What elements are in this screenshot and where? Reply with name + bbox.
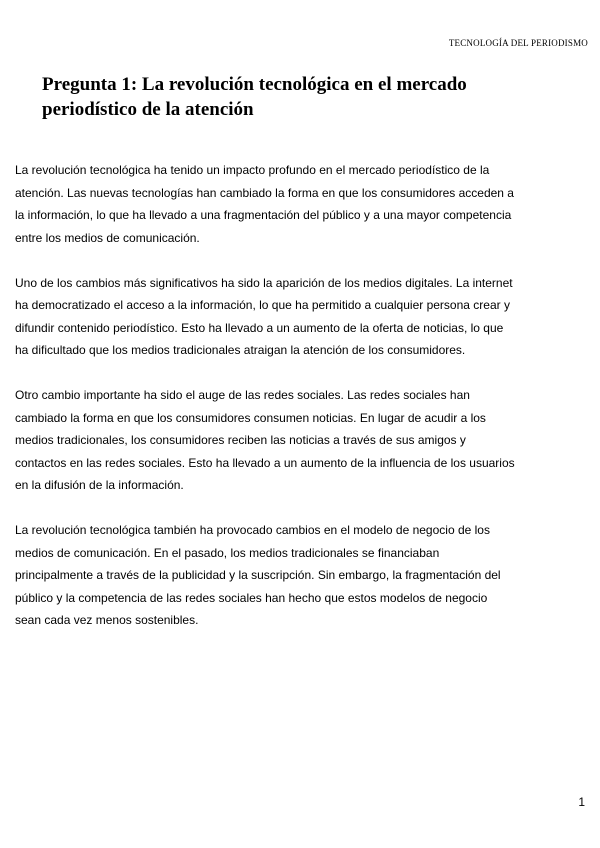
paragraph-2: Uno de los cambios más significativos ha sido la aparición de los medios digitales. La internet ha democratizado el acceso a la información, lo que ha permitido a cualquier persona crear y difundir contenido periodístico. Esto ha llevado a un aumento de la oferta de noticias, lo que ha dificultado que los medios tradicionales atraigan la atención de los consumidores. bbox=[15, 275, 513, 357]
paragraph-1: La revolución tecnológica ha tenido un impacto profundo en el mercado periodístico de la atención. Las nuevas tecnologías han cambiado la forma en que los consumidores acceden a la información, lo que ha llevado a una fragmentación del público y a una mayor competencia entre los medios de comunicación. bbox=[15, 163, 514, 245]
running-header: TECNOLOGÍA DEL PERIODISMO bbox=[448, 38, 588, 48]
page-number: 1 bbox=[578, 795, 585, 809]
paragraph-4: La revolución tecnológica también ha provocado cambios en el modelo de negocio de los medios de comunicación. En el pasado, los medios tradicionales se financiaban principalmente a través de la publicidad y la suscripción. Sin embargo, la fragmentación del público y la competencia de las redes sociales han hecho que estos modelos de negocio sean cada vez menos sostenibles. bbox=[15, 523, 501, 627]
body-text bbox=[15, 159, 515, 654]
question-title: Pregunta 1: La revolución tecnológica en el mercado periodístico de la atención bbox=[42, 74, 467, 120]
paragraph-3: Otro cambio importante ha sido el auge de las redes sociales. Las redes sociales han cambiado la forma en que los consumidores consumen noticias. En lugar de acudir a los medios tradicionales, los consumidores reciben las noticias a través de sus amigos y contactos en las redes sociales. Esto ha llevado a un aumento de la influencia de los usuarios en la difusión de la información. bbox=[15, 388, 515, 492]
